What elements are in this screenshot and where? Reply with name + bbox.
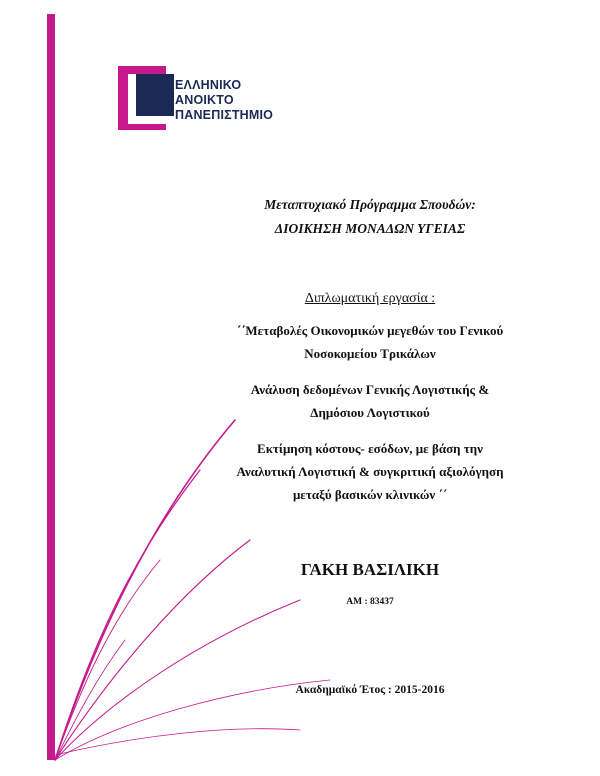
logo-line-3: ΠΑΝΕΠΙΣΤΗΜΙΟ: [175, 108, 274, 122]
thesis-title-line-5: Εκτίμηση κόστους- εσόδων, με βάση την: [257, 441, 483, 456]
thesis-title-line-7: μεταξύ βασικών κλινικών ΄΄: [292, 487, 448, 502]
author-id-block: [150, 597, 590, 607]
thesis-title-line-4: Δημόσιου Λογιστικού: [310, 405, 430, 420]
thesis-title-block: [150, 319, 590, 365]
university-logo-text: [175, 78, 273, 123]
thesis-title-line-2: Νοσοκομείου Τρικάλων: [304, 346, 436, 361]
university-logo: [118, 66, 298, 130]
thesis-title-line-6: Αναλυτική Λογιστική & συγκριτική αξιολόγηση: [236, 464, 504, 479]
thesis-cost-block: [150, 437, 590, 506]
author-am: ΑΜ : 83437: [346, 597, 394, 607]
thesis-subtitle-block: [150, 378, 590, 424]
program-block: [150, 194, 590, 240]
academic-year: Ακαδημαϊκό Έτος : 2015-2016: [295, 684, 445, 696]
university-logo-mark-icon: [118, 66, 176, 130]
academic-year-block: [150, 684, 590, 696]
thesis-label-block: [150, 289, 590, 309]
thesis-title-line-1: ΄΄Μεταβολές Οικονομικών μεγεθών του Γενικού: [236, 323, 504, 338]
program-name: ΔΙΟΙΚΗΣΗ ΜΟΝΑΔΩΝ ΥΓΕΙΑΣ: [274, 221, 466, 236]
author-block: [150, 560, 590, 580]
logo-line-2: ΑΝΟΙΚΤΟ: [175, 93, 234, 107]
thesis-label: Διπλωματική εργασία :: [304, 291, 436, 306]
author-name: ΓΑΚΗ ΒΑΣΙΛΙΚΗ: [300, 560, 440, 579]
program-label: Μεταπτυχιακό Πρόγραμμα Σπουδών:: [264, 197, 476, 212]
thesis-title-line-3: Ανάλυση δεδομένων Γενικής Λογιστικής &: [250, 382, 490, 397]
logo-line-1: ΕΛΛΗΝΙΚΟ: [175, 78, 242, 92]
